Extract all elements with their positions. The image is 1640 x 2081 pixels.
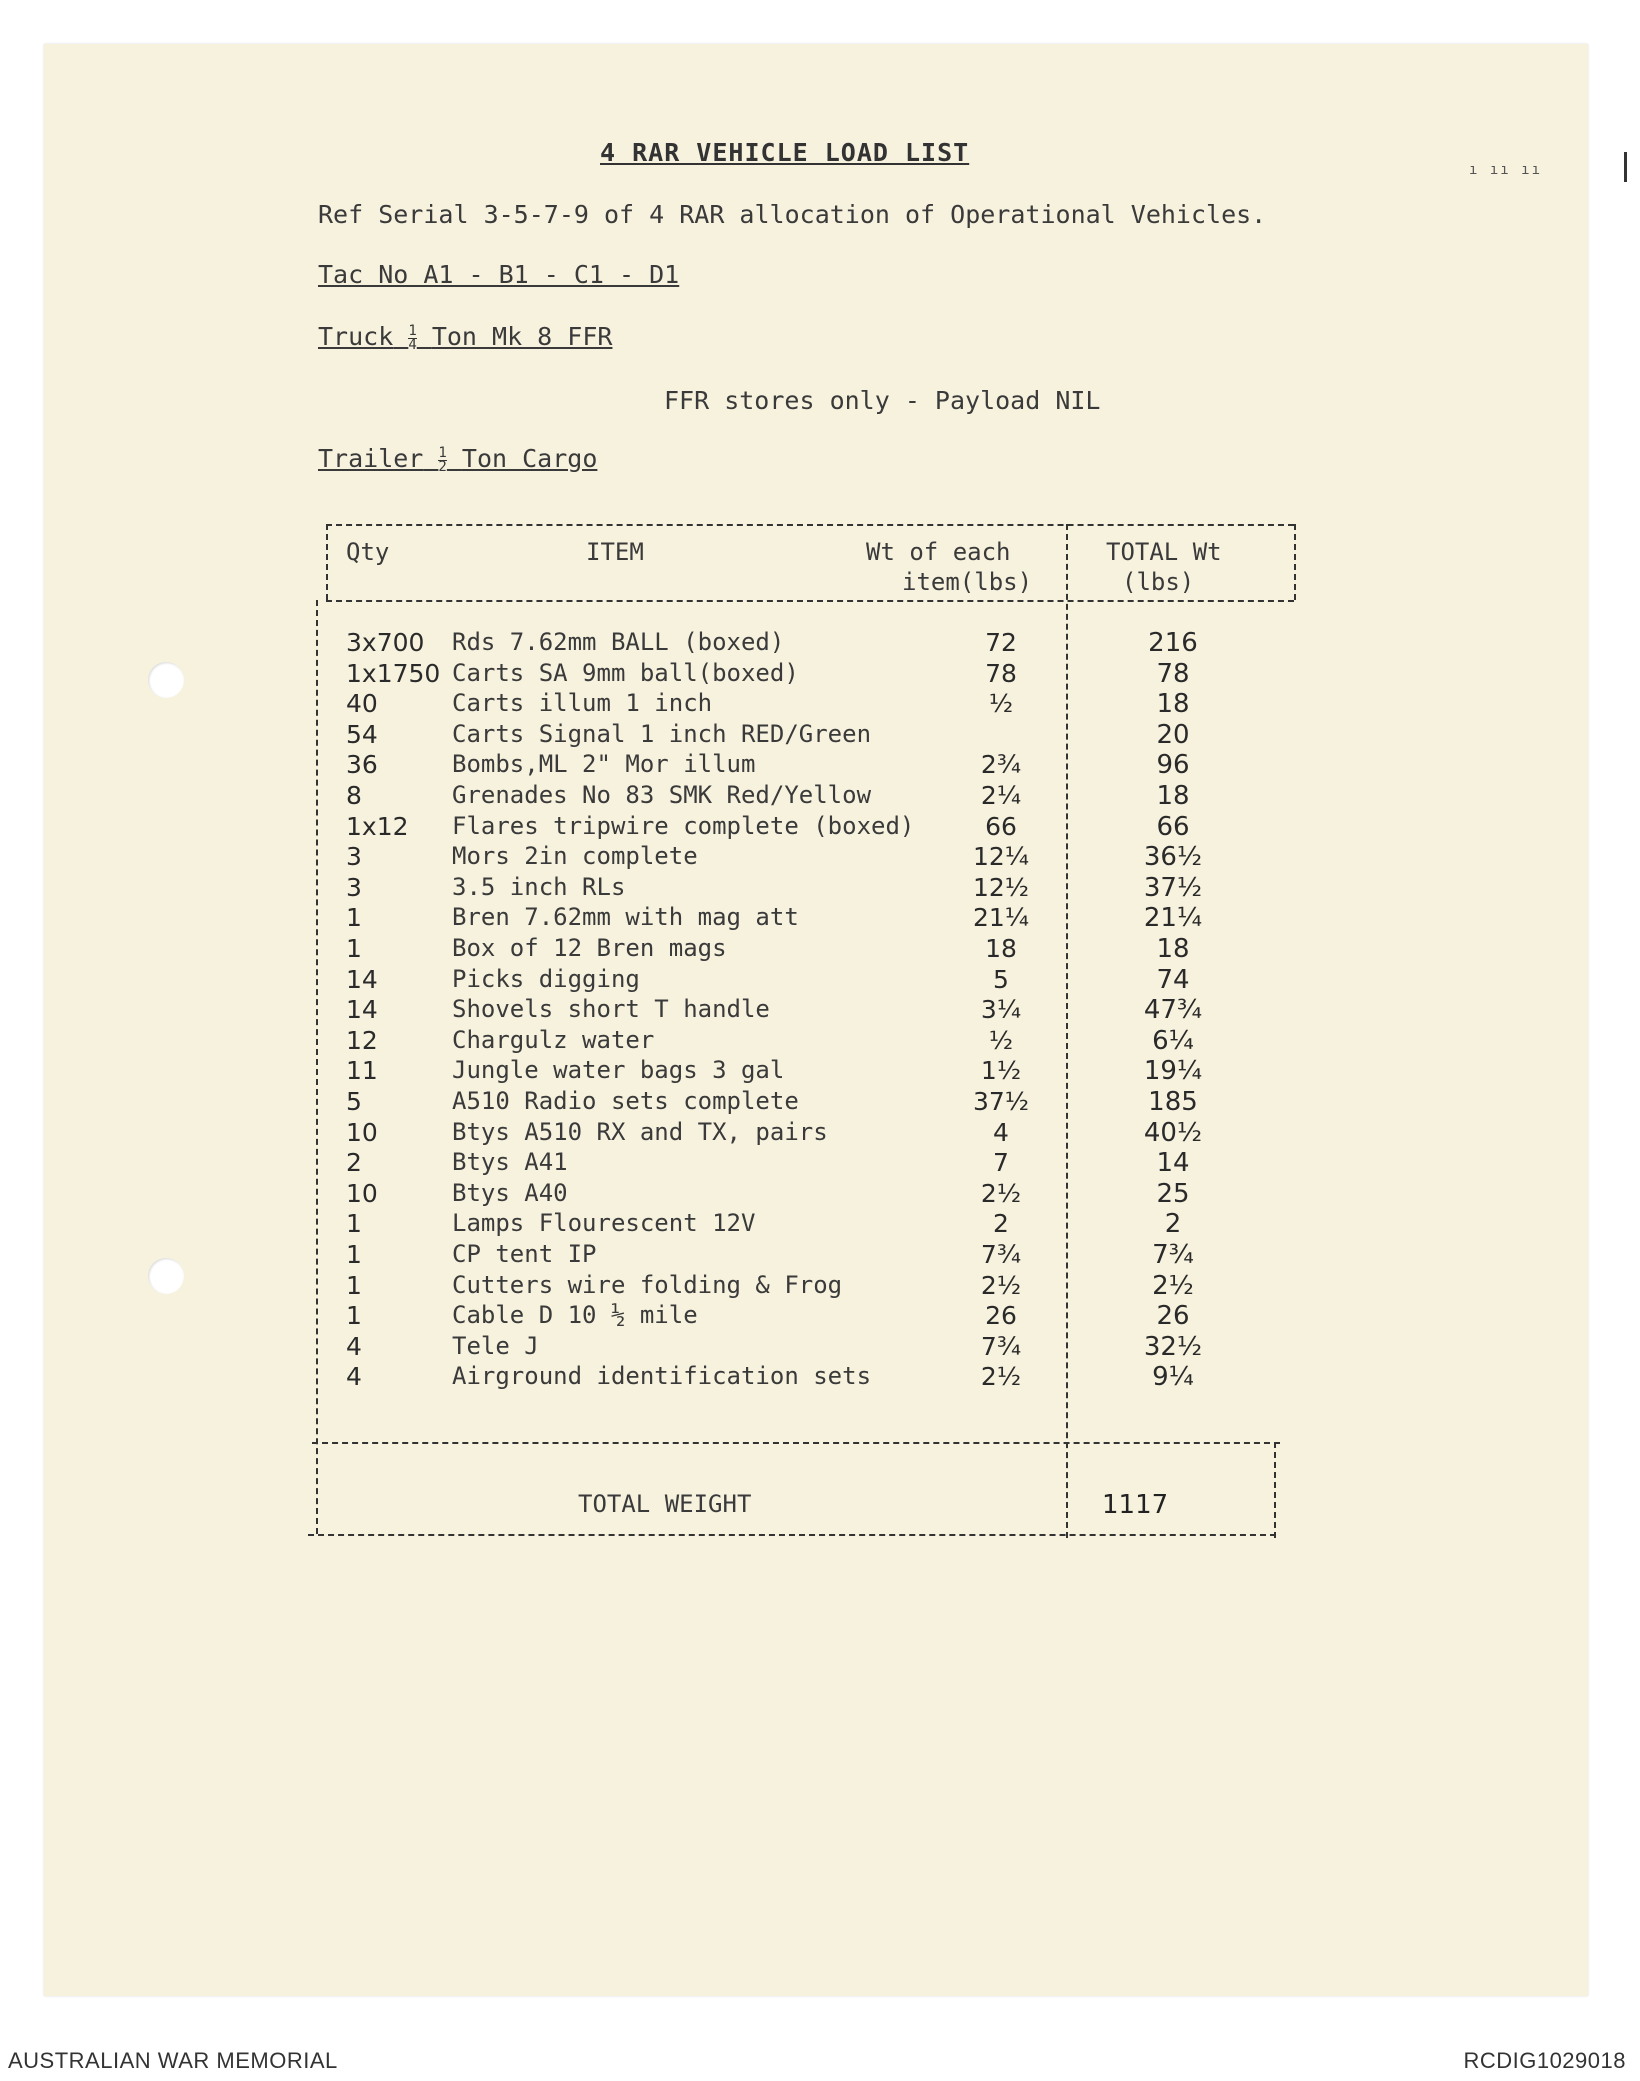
trailer-suffix: Ton Cargo xyxy=(461,444,598,473)
table-row xyxy=(326,1271,1294,1301)
row-total-weight: 36½ xyxy=(1143,842,1203,873)
row-weight-each: 2 xyxy=(993,1209,1009,1239)
row-item: Bren 7.62mm with mag att xyxy=(452,903,799,932)
row-weight-each: 2½ xyxy=(980,1270,1022,1300)
row-weight-each: 2½ xyxy=(980,1178,1022,1208)
row-total-weight: 37½ xyxy=(1143,872,1203,903)
punch-hole xyxy=(148,1258,184,1294)
row-weight-each: 37½ xyxy=(972,1087,1030,1116)
table-row xyxy=(326,1026,1294,1056)
table-row xyxy=(326,720,1294,750)
table-row xyxy=(326,934,1294,964)
row-item: A510 Radio sets complete xyxy=(452,1087,799,1115)
table-row xyxy=(326,1240,1294,1270)
body-bottom-border xyxy=(312,1442,1280,1444)
table-row xyxy=(326,628,1294,658)
row-total-weight: 96 xyxy=(1156,750,1190,781)
row-qty: 1 xyxy=(346,903,362,933)
header-total-2: (lbs) xyxy=(1122,568,1195,596)
row-total-weight: 26 xyxy=(1156,1301,1190,1332)
load-table xyxy=(326,524,1294,1520)
margin-marks: ı ıı ıı xyxy=(1469,162,1543,178)
table-border-right-lower xyxy=(1274,1442,1276,1538)
header-total-1: TOTAL Wt xyxy=(1106,538,1222,566)
table-row xyxy=(326,1179,1294,1209)
row-qty: 3 xyxy=(346,872,362,902)
table-row xyxy=(326,812,1294,842)
row-total-weight: 47¾ xyxy=(1143,995,1203,1026)
table-row xyxy=(326,1118,1294,1148)
table-row xyxy=(326,995,1294,1025)
row-total-weight: 25 xyxy=(1156,1178,1190,1209)
row-weight-each: 7 xyxy=(993,1148,1009,1178)
table-border-left-lower xyxy=(316,600,318,1534)
row-weight-each: 26 xyxy=(985,1301,1017,1331)
table-border-right xyxy=(1294,524,1296,600)
row-weight-each: 2½ xyxy=(980,1362,1022,1392)
row-item: Btys A41 xyxy=(452,1148,568,1177)
row-qty: 1 xyxy=(346,1209,362,1239)
row-total-weight: 20 xyxy=(1156,719,1190,750)
row-weight-each: 21¼ xyxy=(972,903,1030,933)
row-qty: 4 xyxy=(346,1362,362,1392)
table-row xyxy=(326,965,1294,995)
row-item: Box of 12 Bren mags xyxy=(452,934,727,962)
row-qty: 1x12 xyxy=(346,811,409,841)
row-total-weight: 2½ xyxy=(1152,1270,1194,1301)
header-item: ITEM xyxy=(586,538,644,566)
row-qty: 11 xyxy=(346,1056,378,1086)
header-wt-each-1: Wt of each xyxy=(866,538,1011,566)
truck-line xyxy=(318,322,612,352)
table-row xyxy=(326,873,1294,903)
row-item: Jungle water bags 3 gal xyxy=(452,1056,785,1085)
table-row xyxy=(326,1148,1294,1178)
row-item: Btys A40 xyxy=(452,1178,568,1207)
row-item: Mors 2in complete xyxy=(452,842,698,871)
row-qty: 36 xyxy=(346,750,378,780)
table-border-left xyxy=(326,524,328,600)
header-qty: Qty xyxy=(346,538,390,566)
row-weight-each: 4 xyxy=(993,1117,1009,1147)
row-qty: 12 xyxy=(346,1025,378,1055)
row-weight-each: 3¼ xyxy=(980,995,1022,1025)
row-total-weight: 74 xyxy=(1156,964,1190,995)
truck-fraction: $\frac{1}{4}$ xyxy=(408,322,417,353)
row-item: Bombs,ML 2" Mor illum xyxy=(452,750,756,779)
row-total-weight: 66 xyxy=(1156,811,1190,842)
row-total-weight: 185 xyxy=(1148,1087,1198,1117)
row-item: 3.5 inch RLs xyxy=(452,872,626,901)
header-wt-each-2: item(lbs) xyxy=(902,568,1033,596)
row-item: Carts SA 9mm ball(boxed) xyxy=(452,658,799,687)
table-row xyxy=(326,842,1294,872)
row-total-weight: 21¼ xyxy=(1143,903,1203,934)
row-qty: 10 xyxy=(346,1178,378,1208)
row-total-weight: 18 xyxy=(1156,934,1190,964)
row-weight-each: ½ xyxy=(988,689,1014,719)
table-row xyxy=(326,1056,1294,1086)
footer-record-id: RCDIG1029018 xyxy=(1463,2048,1626,2073)
row-item: Airground identification sets xyxy=(452,1362,872,1391)
footer-institution: AUSTRALIAN WAR MEMORIAL xyxy=(8,2048,338,2073)
row-qty: 1 xyxy=(346,1240,362,1269)
row-item: Rds 7.62mm BALL (boxed) xyxy=(452,628,785,656)
row-qty: 1 xyxy=(346,1301,362,1331)
row-total-weight: 2 xyxy=(1164,1209,1182,1240)
row-qty: 3x700 xyxy=(346,628,425,657)
row-weight-each: 1½ xyxy=(980,1056,1022,1086)
row-item: Shovels short T handle xyxy=(452,995,770,1024)
row-qty: 5 xyxy=(346,1087,362,1116)
row-item: Chargulz water xyxy=(452,1025,655,1054)
table-row xyxy=(326,1087,1294,1117)
row-item: Cable D 10 ½ mile xyxy=(452,1301,698,1330)
trailer-fraction: $\frac{1}{2}$ xyxy=(438,444,447,475)
row-qty: 1 xyxy=(346,934,362,963)
ffr-note: FFR stores only - Payload NIL xyxy=(664,386,1101,415)
table-row xyxy=(326,1209,1294,1239)
row-total-weight: 40½ xyxy=(1143,1117,1203,1148)
row-weight-each: 18 xyxy=(985,934,1017,963)
row-total-weight: 32½ xyxy=(1143,1331,1203,1362)
header-divider xyxy=(326,600,1294,602)
row-total-weight: 7¾ xyxy=(1152,1240,1194,1270)
row-weight-each: 2¾ xyxy=(980,750,1022,780)
row-total-weight: 216 xyxy=(1148,628,1198,658)
row-item: CP tent IP xyxy=(452,1240,597,1268)
row-item: Picks digging xyxy=(452,964,640,993)
row-weight-each: 7¾ xyxy=(980,1331,1022,1361)
row-weight-each: 5 xyxy=(993,964,1009,994)
row-total-weight: 9¼ xyxy=(1152,1362,1194,1393)
row-weight-each: ½ xyxy=(988,1025,1014,1055)
table-row xyxy=(326,903,1294,933)
row-weight-each: 66 xyxy=(985,811,1017,841)
table-row xyxy=(326,689,1294,719)
truck-suffix: Ton Mk 8 FFR xyxy=(431,322,613,351)
row-weight-each: 78 xyxy=(985,658,1017,688)
row-item: Flares tripwire complete (boxed) xyxy=(452,811,915,840)
row-weight-each: 7¾ xyxy=(980,1240,1022,1269)
table-row xyxy=(326,1362,1294,1392)
row-qty: 14 xyxy=(346,995,378,1025)
row-qty: 40 xyxy=(346,689,378,719)
table-row xyxy=(326,659,1294,689)
trailer-line xyxy=(318,444,597,474)
table-row xyxy=(326,1332,1294,1362)
row-item: Cutters wire folding & Frog xyxy=(452,1270,843,1299)
table-row xyxy=(326,781,1294,811)
row-weight-each: 72 xyxy=(985,628,1017,657)
row-item: Lamps Flourescent 12V xyxy=(452,1209,756,1238)
row-item: Carts illum 1 inch xyxy=(452,689,713,718)
row-weight-each: 12½ xyxy=(972,872,1030,902)
punch-hole xyxy=(148,662,184,698)
row-total-weight: 78 xyxy=(1156,658,1190,689)
edge-mark xyxy=(1624,152,1627,182)
row-qty: 8 xyxy=(346,781,362,810)
row-weight-each: 2¼ xyxy=(980,781,1022,810)
row-qty: 1 xyxy=(346,1270,362,1300)
trailer-prefix: Trailer xyxy=(318,444,424,473)
row-qty: 4 xyxy=(346,1331,362,1361)
row-weight-each: 12¼ xyxy=(972,842,1030,872)
table-border-top xyxy=(326,524,1294,526)
row-total-weight: 18 xyxy=(1156,689,1190,720)
total-weight-label: TOTAL WEIGHT xyxy=(578,1490,752,1518)
row-qty: 3 xyxy=(346,842,362,872)
reference-line: Ref Serial 3-5-7-9 of 4 RAR allocation of Operational Vehicles. xyxy=(318,200,1267,229)
row-total-weight: 6¼ xyxy=(1152,1025,1194,1056)
row-qty: 2 xyxy=(346,1148,362,1178)
row-item: Btys A510 RX and TX, pairs xyxy=(452,1117,828,1146)
row-qty: 14 xyxy=(346,964,378,994)
truck-prefix: Truck xyxy=(318,322,394,351)
row-item: Tele J xyxy=(452,1331,539,1360)
table-row xyxy=(326,750,1294,780)
row-total-weight: 18 xyxy=(1156,781,1190,811)
tac-number: Tac No A1 - B1 - C1 - D1 xyxy=(318,260,680,289)
row-total-weight: 14 xyxy=(1156,1148,1190,1179)
row-item: Grenades No 83 SMK Red/Yellow xyxy=(452,781,872,809)
table-row xyxy=(326,1301,1294,1331)
row-item: Carts Signal 1 inch RED/Green xyxy=(452,719,872,748)
table-border-bottom xyxy=(308,1534,1276,1536)
row-qty: 10 xyxy=(346,1117,378,1147)
row-qty: 54 xyxy=(346,719,378,749)
row-qty: 1x1750 xyxy=(346,658,441,688)
row-total-weight: 19¼ xyxy=(1143,1056,1203,1087)
document-title: 4 RAR VEHICLE LOAD LIST xyxy=(600,138,970,167)
total-weight-value: 1117 xyxy=(1102,1490,1169,1520)
